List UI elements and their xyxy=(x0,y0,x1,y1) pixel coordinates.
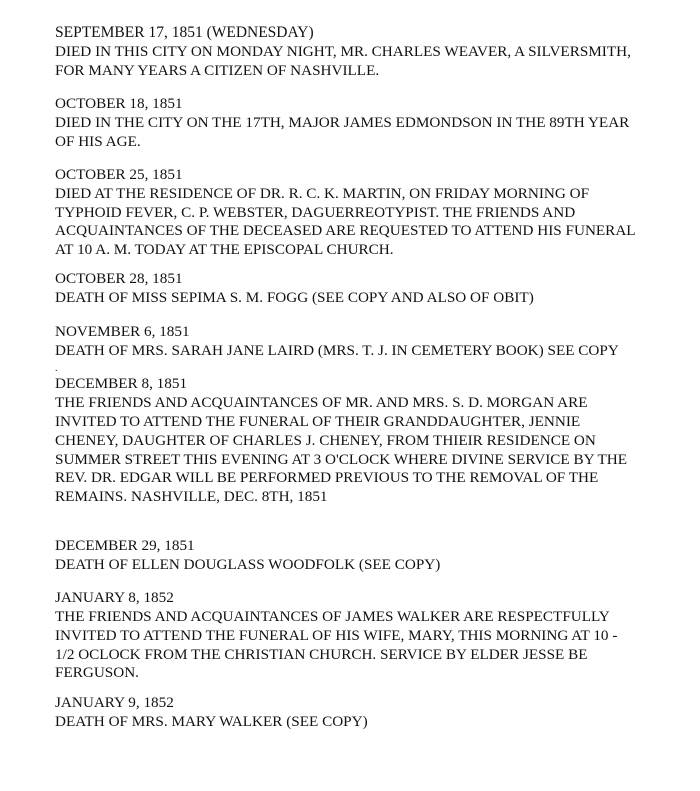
entry-text-line: OF HIS AGE. xyxy=(55,133,141,150)
entry-text-line: INVITED TO ATTEND THE FUNERAL OF THEIR GRANDDAUGHTER, JENNIE xyxy=(55,413,581,430)
stray-mark: . xyxy=(55,363,58,374)
entry-date: DECEMBER 8, 1851 xyxy=(55,375,188,392)
entry-date: OCTOBER 18, 1851 xyxy=(55,95,183,112)
entry-text-line: DIED IN THIS CITY ON MONDAY NIGHT, MR. CHARLES WEAVER, A SILVERSMITH, xyxy=(55,43,631,60)
entry-text-line: AT 10 A. M. TODAY AT THE EPISCOPAL CHURCH. xyxy=(55,241,394,258)
entry-text-line: INVITED TO ATTEND THE FUNERAL OF HIS WIFE, MARY, THIS MORNING AT 10 - xyxy=(55,627,618,644)
entry-text-line: THE FRIENDS AND ACQUAINTANCES OF JAMES WALKER ARE RESPECTFULLY xyxy=(55,608,610,625)
entry-date: SEPTEMBER 17, 1851 (WEDNESDAY) xyxy=(55,24,314,41)
entry-text-line: DEATH OF MRS. SARAH JANE LAIRD (MRS. T. J. IN CEMETERY BOOK) SEE COPY xyxy=(55,342,619,359)
entry-text-line: DEATH OF MRS. MARY WALKER (SEE COPY) xyxy=(55,713,368,730)
entry-text-line: DIED IN THE CITY ON THE 17TH, MAJOR JAMES EDMONDSON IN THE 89TH YEAR xyxy=(55,114,630,131)
entry-date: NOVEMBER 6, 1851 xyxy=(55,323,190,340)
entry-text-line: REMAINS. NASHVILLE, DEC. 8TH, 1851 xyxy=(55,488,328,505)
entry-text-line: TYPHOID FEVER, C. P. WEBSTER, DAGUERREOTYPIST. THE FRIENDS AND xyxy=(55,204,576,221)
entry-date: OCTOBER 28, 1851 xyxy=(55,270,183,287)
entry-text-line: DEATH OF ELLEN DOUGLASS WOODFOLK (SEE COPY) xyxy=(55,556,441,573)
entry-text-line: REV. DR. EDGAR WILL BE PERFORMED PREVIOUS TO THE REMOVAL OF THE xyxy=(55,469,599,486)
entry-date: DECEMBER 29, 1851 xyxy=(55,537,195,554)
entry-text-line: DIED AT THE RESIDENCE OF DR. R. C. K. MARTIN, ON FRIDAY MORNING OF xyxy=(55,185,590,202)
entry-text-line: 1/2 OCLOCK FROM THE CHRISTIAN CHURCH. SERVICE BY ELDER JESSE BE xyxy=(55,646,588,663)
entry-date: JANUARY 8, 1852 xyxy=(55,589,174,606)
entry-text-line: SUMMER STREET THIS EVENING AT 3 O'CLOCK WHERE DIVINE SERVICE BY THE xyxy=(55,451,628,468)
entry-text-line: DEATH OF MISS SEPIMA S. M. FOGG (SEE COPY AND ALSO OF OBIT) xyxy=(55,289,534,306)
entry-text-line: THE FRIENDS AND ACQUAINTANCES OF MR. AND MRS. S. D. MORGAN ARE xyxy=(55,394,588,411)
entry-text-line: CHENEY, DAUGHTER OF CHARLES J. CHENEY, FROM THIEIR RESIDENCE ON xyxy=(55,432,596,449)
entry-text-line: FERGUSON. xyxy=(55,664,139,681)
entry-text-line: FOR MANY YEARS A CITIZEN OF NASHVILLE. xyxy=(55,62,380,79)
entry-text-line: ACQUAINTANCES OF THE DECEASED ARE REQUESTED TO ATTEND HIS FUNERAL xyxy=(55,222,636,239)
entry-date: JANUARY 9, 1852 xyxy=(55,694,174,711)
entry-date: OCTOBER 25, 1851 xyxy=(55,166,183,183)
